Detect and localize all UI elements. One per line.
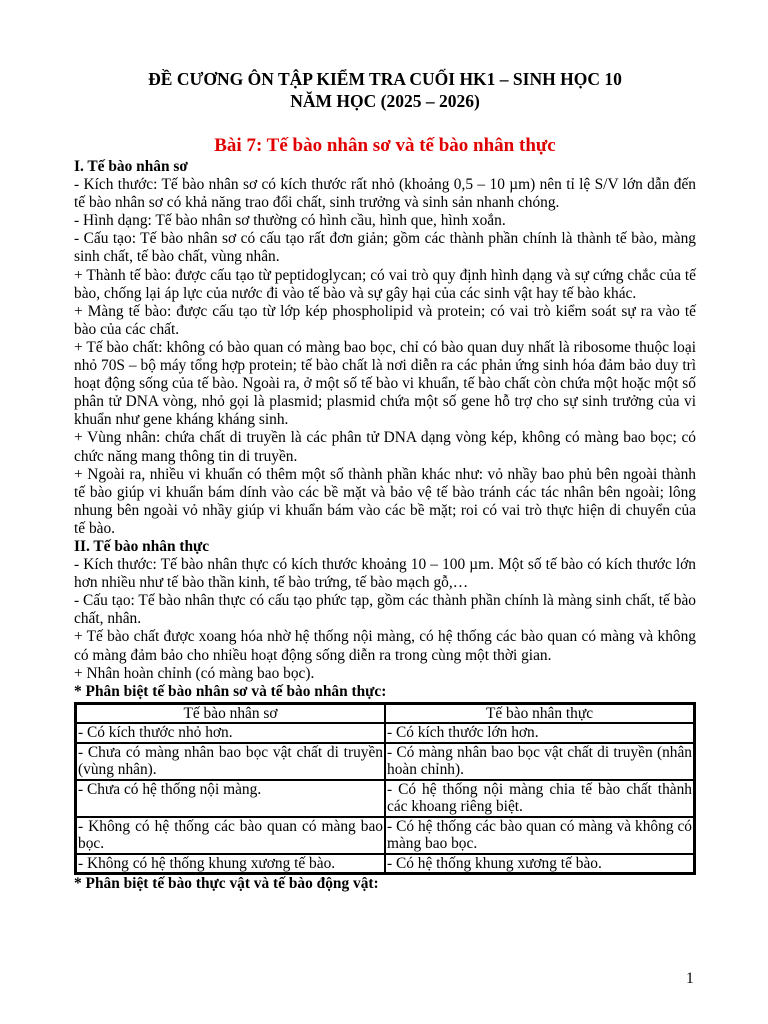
comparison-heading: * Phân biệt tế bào nhân sơ và tế bào nhân thực: bbox=[74, 682, 387, 700]
paragraph: - Hình dạng: Tế bào nhân sơ thường có hình cầu, hình que, hình xoắn. bbox=[74, 212, 506, 230]
paragraph: + Tế bào chất: không có bào quan có màng bao bọc, chỉ có bào quan duy nhất là ribosome thuộc loại nhỏ 70S – bộ máy tổng hợp protein; tế bào chất là nơi diễn ra các phản ứng sinh hóa đảm bảo duy trì hoạt động sống của tế bào. Ngoài ra, ở một số tế bào vi khuẩn, tế bào chất còn chứa một hoặc một số phân tử DNA vòng, nhỏ gọi là plasmid; plasmid chứa một số gene hỗ trợ cho sự sinh trưởng của vi khuẩn như gene kháng kháng sinh. bbox=[74, 338, 696, 429]
table-cell: - Có kích thước nhỏ hơn. bbox=[76, 723, 385, 743]
lesson-title: Bài 7: Tế bào nhân sơ và tế bào nhân thực bbox=[214, 135, 556, 156]
table-row bbox=[76, 780, 694, 817]
table-header-cell: Tế bào nhân sơ bbox=[76, 704, 385, 724]
paragraph: - Kích thước: Tế bào nhân sơ có kích thước rất nhỏ (khoảng 0,5 – 10 µm) nên tỉ lệ S/V lớn dẫn đến tế bào nhân sơ có khả năng trao đổi chất, sinh trưởng và sinh sản nhanh chóng. bbox=[74, 176, 696, 212]
table-cell: - Chưa có hệ thống nội màng. bbox=[76, 780, 385, 817]
document-body bbox=[74, 158, 696, 893]
comparison-table bbox=[74, 702, 696, 876]
table-cell: - Chưa có màng nhân bao bọc vật chất di truyền (vùng nhân). bbox=[78, 743, 383, 779]
paragraph: - Cấu tạo: Tế bào nhân sơ có cấu tạo rất đơn giản; gồm các thành phần chính là thành tế bào, màng sinh chất, tế bào chất, vùng nhân. bbox=[74, 230, 696, 266]
paragraph: + Nhân hoàn chỉnh (có màng bao bọc). bbox=[74, 664, 315, 682]
paragraph: - Kích thước: Tế bào nhân thực có kích thước khoảng 10 – 100 µm. Một số tế bào có kích thước lớn hơn nhiều như tế bào thần kinh, tế bào trứng, tế bào mạch gỗ,… bbox=[74, 556, 696, 592]
table-cell: - Không có hệ thống khung xương tế bào. bbox=[76, 854, 385, 874]
table-cell: - Có hệ thống các bào quan có màng và không có màng bao bọc. bbox=[387, 817, 692, 853]
paragraph: + Màng tế bào: được cấu tạo từ lớp kép phospholipid và protein; có vai trò kiểm soát sự ra vào tế bào của các chất. bbox=[74, 302, 696, 338]
page-number: 1 bbox=[686, 970, 694, 987]
paragraph: + Thành tế bào: được cấu tạo từ peptidoglycan; có vai trò quy định hình dạng và sự cứng chắc của tế bào, chống lại áp lực của nước đi vào tế bào và sự gây hại của các sinh vật hay tế bào khác. bbox=[74, 266, 696, 302]
table-row bbox=[76, 743, 694, 780]
paragraph: - Cấu tạo: Tế bào nhân thực có cấu tạo phức tạp, gồm các thành phần chính là màng sinh chất, tế bào chất, nhân. bbox=[74, 592, 696, 628]
table-cell: - Có hệ thống nội màng chia tế bào chất thành các khoang riêng biệt. bbox=[387, 780, 692, 816]
table-row bbox=[76, 854, 694, 874]
table-row bbox=[76, 723, 694, 743]
document-title-line2: NĂM HỌC (2025 – 2026) bbox=[290, 91, 480, 111]
section-heading-2: II. Tế bào nhân thực bbox=[74, 537, 210, 555]
table-row bbox=[76, 817, 694, 854]
table-cell: - Có hệ thống khung xương tế bào. bbox=[385, 854, 694, 874]
section-heading-1: I. Tế bào nhân sơ bbox=[74, 158, 188, 175]
paragraph: + Ngoài ra, nhiều vi khuẩn có thêm một số thành phần khác như: vỏ nhầy bao phủ bên ngoài thành tế bào giúp vi khuẩn bám dính vào các bề mặt và bảo vệ tế bào tránh các tác nhân bên ngoài; lông nhung bên ngoài vỏ nhầy giúp vi khuẩn bám vào các bề mặt; roi có vai trò thực hiện di chuyển của tế bào. bbox=[74, 465, 696, 537]
table-cell: - Có màng nhân bao bọc vật chất di truyền (nhân hoàn chỉnh). bbox=[387, 743, 692, 779]
document-page bbox=[74, 68, 696, 893]
table-cell: - Không có hệ thống các bào quan có màng bao bọc. bbox=[78, 817, 383, 853]
table-header-row bbox=[76, 704, 694, 724]
table-cell: - Có kích thước lớn hơn. bbox=[385, 723, 694, 743]
table-header-cell: Tế bào nhân thực bbox=[385, 704, 694, 724]
document-title-line1: ĐỀ CƯƠNG ÔN TẬP KIỂM TRA CUỐI HK1 – SINH HỌC 10 bbox=[148, 69, 622, 89]
paragraph: + Vùng nhân: chứa chất di truyền là các phân tử DNA dạng vòng kép, không có màng bao bọc; có chức năng mang thông tin di truyền. bbox=[74, 429, 696, 465]
comparison-heading-2: * Phân biệt tế bào thực vật và tế bào động vật: bbox=[74, 875, 379, 893]
paragraph: + Tế bào chất được xoang hóa nhờ hệ thống nội màng, có hệ thống các bào quan có màng và không có màng đảm bảo cho nhiều hoạt động sống diễn ra trong cùng một thời gian. bbox=[74, 628, 696, 664]
